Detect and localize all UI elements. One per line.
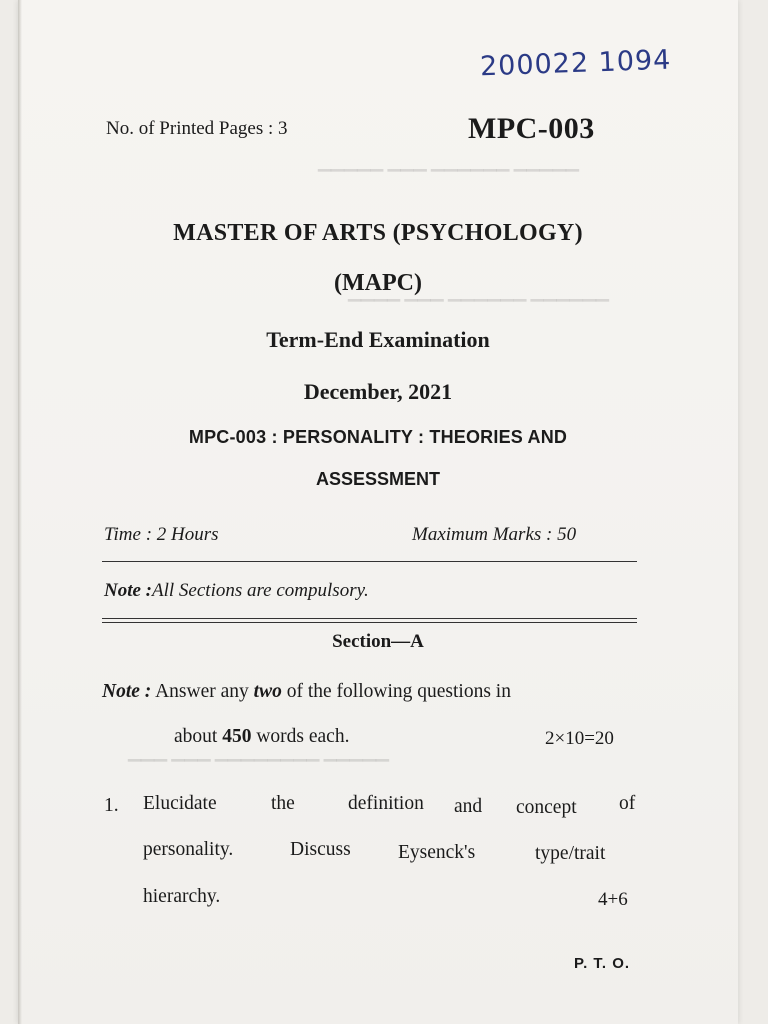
section-a-note-line2-post: words each. — [256, 726, 350, 747]
question-word: and — [454, 796, 483, 817]
question-word: Eysenck's — [398, 842, 476, 863]
section-a-note-line-2 — [174, 726, 349, 748]
question-word: Discuss — [290, 839, 351, 860]
question-word: personality. — [143, 839, 234, 860]
show-through-1: ▔▔▔▔▔ ▔▔▔▔▔▔ ▔▔▔ ▔▔▔▔▔ — [318, 170, 580, 189]
question-word: of — [619, 793, 636, 814]
section-a-note-label: Note : — [102, 681, 152, 702]
exam-session: December, 2021 — [303, 379, 453, 404]
question-word: Elucidate — [143, 793, 217, 814]
course-title-line-2: ASSESSMENT — [315, 469, 441, 489]
double-rule-bottom — [102, 622, 637, 623]
page-edge-shadow — [18, 0, 22, 1024]
please-turn-over: P. T. O. — [574, 955, 631, 972]
section-a-note-line-1 — [102, 681, 511, 703]
show-through-2: ▔▔▔▔▔▔ ▔▔▔▔▔▔ ▔▔▔ ▔▔▔▔ — [348, 300, 610, 319]
general-note-label: Note : — [104, 580, 153, 601]
degree-title: MASTER OF ARTS (PSYCHOLOGY) — [173, 220, 583, 246]
double-rule-top — [102, 618, 637, 619]
section-a-note-post: of the following questions in — [286, 681, 511, 702]
question-word: definition — [348, 793, 424, 814]
handwritten-enrolment-number: 200022 1094 — [479, 44, 672, 83]
exam-paper-page — [18, 0, 738, 1024]
question-word: type/trait — [535, 843, 606, 864]
question-marks: 4+6 — [598, 889, 628, 910]
printed-pages-count: No. of Printed Pages : 3 — [106, 118, 288, 139]
section-a-note-line2-pre: about — [174, 726, 218, 747]
course-title-line-1: MPC-003 : PERSONALITY : THEORIES AND — [188, 427, 568, 447]
section-a-word-count: 450 — [222, 726, 252, 747]
question-line-3: hierarchy. — [143, 886, 221, 907]
divider-rule — [102, 561, 637, 562]
general-note-text: All Sections are compulsory. — [152, 580, 369, 601]
section-a-heading: Section—A — [332, 631, 424, 652]
programme-code: (MAPC) — [334, 270, 422, 296]
section-a-score: 2×10=20 — [545, 728, 614, 749]
show-through-3: ▔▔▔▔▔ ▔▔▔▔▔▔▔▔ ▔▔▔ ▔▔▔ — [128, 760, 390, 779]
paper-code: MPC-003 — [468, 112, 595, 145]
question-number: 1. — [104, 795, 119, 816]
question-word: concept — [516, 797, 577, 818]
section-a-note-emphasis: two — [253, 681, 282, 702]
general-note — [104, 580, 369, 602]
section-a-note-pre: Answer any — [155, 681, 249, 702]
exam-name: Term-End Examination — [266, 327, 490, 352]
time-allowed: Time : 2 Hours — [104, 524, 219, 545]
maximum-marks: Maximum Marks : 50 — [412, 524, 577, 545]
question-word: the — [271, 793, 295, 814]
